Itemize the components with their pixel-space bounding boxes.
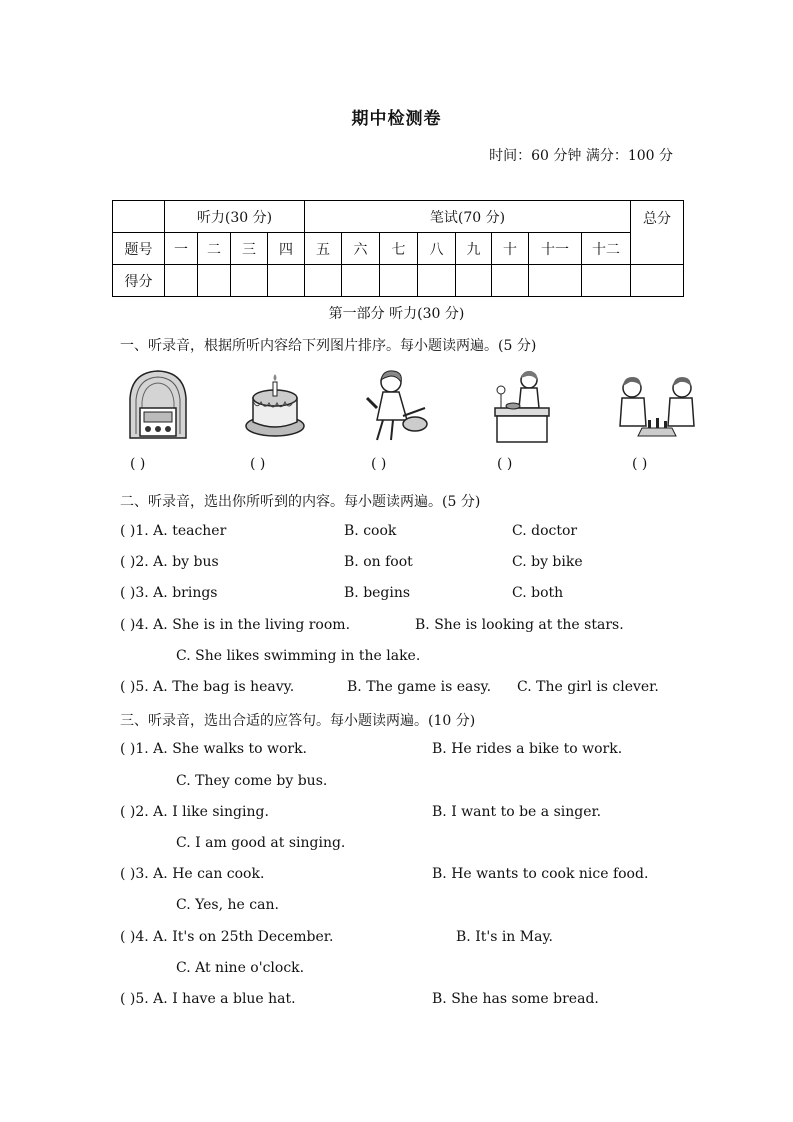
score-input-cell[interactable] [380,265,418,297]
number-cell: 十 [492,233,529,265]
s2-q2-a: ( )2. A. by bus [120,554,219,570]
number-cell: 八 [418,233,456,265]
s3-q2-c: C. I am good at singing. [176,835,346,851]
section1-title: 一、听录音，根据所听内容给下列图片排序。每小题读两遍。(5 分) [120,338,537,354]
s3-q4-b: B. It's in May. [456,929,553,945]
score-input-cell[interactable] [165,265,198,297]
score-input-cell[interactable] [231,265,268,297]
cooking-table-picture [487,368,559,444]
s2-q3-a: ( )3. A. brings [120,585,218,601]
s3-q5-a: ( )5. A. I have a blue hat. [120,991,296,1007]
s2-q2-c: C. by bike [512,554,583,570]
row-label-score: 得分 [113,265,165,297]
listening-header: 听力(30 分) [165,201,305,233]
number-cell: 三 [231,233,268,265]
number-cell: 四 [268,233,305,265]
number-cell: 六 [342,233,380,265]
s2-q4-c: C. She likes swimming in the lake. [176,648,421,664]
section2-title: 二、听录音，选出你所听到的内容。每小题读两遍。(5 分) [120,494,481,510]
row-label-number: 题号 [113,233,165,265]
picture-bracket[interactable]: ( ) [497,456,513,472]
s3-q3-c: C. Yes, he can. [176,897,279,913]
picture-bracket[interactable]: ( ) [371,456,387,472]
score-input-cell[interactable] [268,265,305,297]
s2-q2-b: B. on foot [344,554,413,570]
s2-q1-b: B. cook [344,523,397,539]
s3-q3-b: B. He wants to cook nice food. [432,866,649,882]
total-header: 总分 [631,201,684,265]
picture-bracket[interactable]: ( ) [250,456,266,472]
score-input-cell[interactable] [456,265,492,297]
score-input-cell[interactable] [529,265,582,297]
score-input-cell[interactable] [418,265,456,297]
boys-chess-picture [614,368,698,444]
cake-picture [243,368,307,442]
s3-q1-c: C. They come by bus. [176,773,328,789]
s3-q4-a: ( )4. A. It's on 25th December. [120,929,334,945]
s3-q1-b: B. He rides a bike to work. [432,741,623,757]
part-one-title: 第一部分 听力(30 分) [328,306,465,322]
radio-picture [126,368,190,442]
number-cell: 十二 [582,233,631,265]
number-cell: 二 [198,233,231,265]
writing-header: 笔试(70 分) [305,201,631,233]
page-title: 期中检测卷 [351,109,442,129]
number-cell: 九 [456,233,492,265]
number-cell: 五 [305,233,342,265]
s2-q4-a: ( )4. A. She is in the living room. [120,617,351,633]
s3-q2-b: B. I want to be a singer. [432,804,602,820]
s3-q3-a: ( )3. A. He can cook. [120,866,265,882]
s3-q2-a: ( )2. A. I like singing. [120,804,269,820]
score-input-cell[interactable] [342,265,380,297]
score-input-cell[interactable] [198,265,231,297]
section3-title: 三、听录音，选出合适的应答句。每小题读两遍。(10 分) [120,713,476,729]
number-cell: 一 [165,233,198,265]
time-info: 时间：60 分钟 满分：100 分 [489,148,673,164]
score-input-cell[interactable] [582,265,631,297]
s2-q1-a: ( )1. A. teacher [120,523,227,539]
total-score-cell[interactable] [631,265,684,297]
s2-q3-b: B. begins [344,585,411,601]
number-cell: 七 [380,233,418,265]
score-table [112,200,684,297]
s2-q1-c: C. doctor [512,523,578,539]
s3-q1-a: ( )1. A. She walks to work. [120,741,308,757]
s2-q5-b: B. The game is easy. [347,679,492,695]
girl-cooking-picture [363,368,429,444]
picture-bracket[interactable]: ( ) [130,456,146,472]
s2-q5-a: ( )5. A. The bag is heavy. [120,679,295,695]
score-input-cell[interactable] [305,265,342,297]
number-cell: 十一 [529,233,582,265]
s2-q3-c: C. both [512,585,564,601]
score-table-corner [113,201,165,233]
s2-q4-b: B. She is looking at the stars. [415,617,624,633]
score-input-cell[interactable] [492,265,529,297]
s3-q5-b: B. She has some bread. [432,991,599,1007]
picture-bracket[interactable]: ( ) [632,456,648,472]
s2-q5-c: C. The girl is clever. [517,679,659,695]
s3-q4-c: C. At nine o'clock. [176,960,305,976]
